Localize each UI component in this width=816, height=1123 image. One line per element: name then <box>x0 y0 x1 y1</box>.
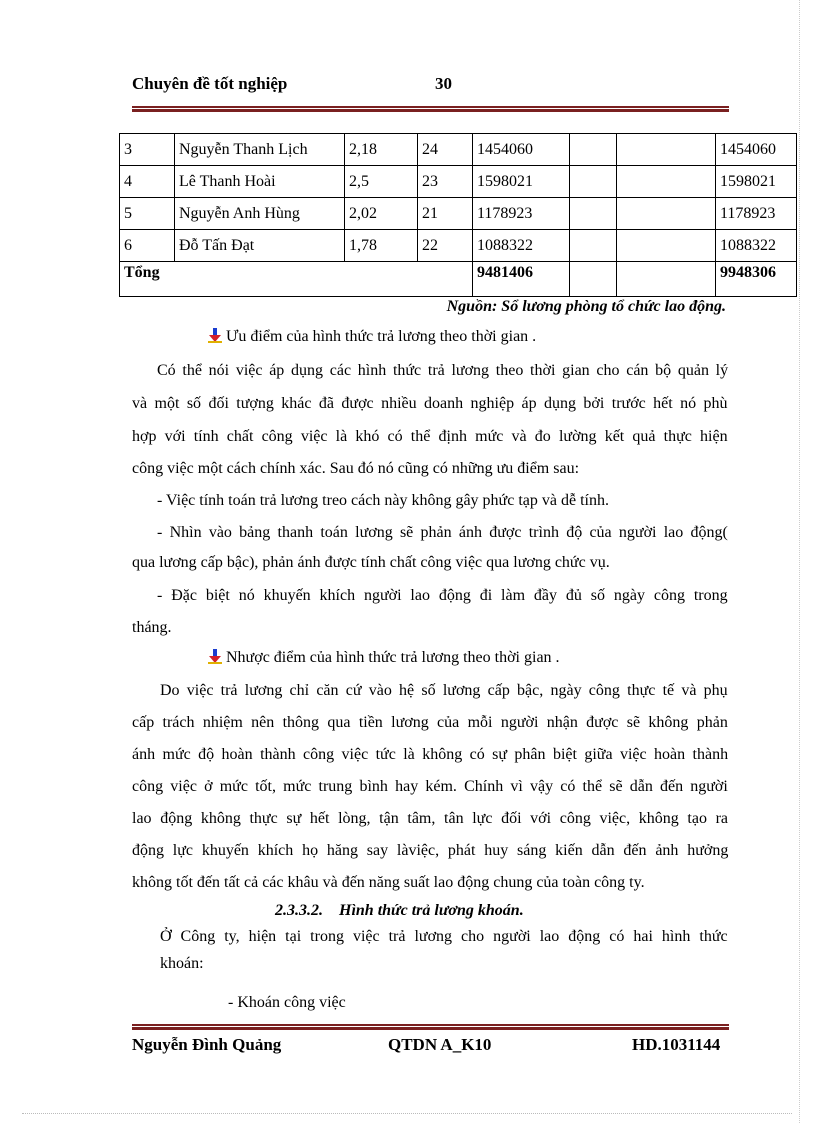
table-cell: 1598021 <box>716 166 797 198</box>
bullet-disadvantages <box>208 649 560 667</box>
page-header-title: Chuyên đề tốt nghiệp <box>132 74 288 93</box>
table-cell: 24 <box>418 134 473 166</box>
page-bottom-border <box>22 1113 792 1114</box>
bullet-advantages <box>208 328 536 346</box>
table-cell <box>617 262 716 297</box>
table-cell: Lê Thanh Hoài <box>175 166 345 198</box>
table-total-row <box>120 262 797 297</box>
table-cell: 21 <box>418 198 473 230</box>
table-cell <box>570 166 617 198</box>
salary-table <box>119 133 797 297</box>
table-cell: Đỗ Tấn Đạt <box>175 230 345 262</box>
table-cell: 5 <box>120 198 175 230</box>
table-cell: 1454060 <box>716 134 797 166</box>
para2-line-1: Do việc trả lương chỉ căn cứ vào hệ số lương cấp bậc, ngày công thực tế và phụ <box>160 682 728 699</box>
table-cell: 6 <box>120 230 175 262</box>
header-rule <box>132 106 729 112</box>
table-cell: 3 <box>120 134 175 166</box>
para2-line-3: ánh mức độ hoàn thành công việc tức là không có sự phân biệt giữa việc hoàn thành <box>132 746 729 763</box>
table-cell: 1088322 <box>473 230 570 262</box>
bullet-advantages-text: Ưu điểm của hình thức trả lương theo thời gian . <box>226 328 537 345</box>
para1-line-3: hợp với tính chất công việc là khó có thể định mức và đo lường kết quả thực hiện <box>132 428 728 445</box>
page-right-border <box>799 0 800 1123</box>
para1-line-1: Có thể nói việc áp dụng các hình thức trả lương theo thời gian cho cán bộ quản lý <box>157 362 729 379</box>
section-heading: 2.3.3.2. Hình thức trả lương khoán. <box>275 902 524 919</box>
table-cell: 2,02 <box>345 198 418 230</box>
table-cell <box>570 198 617 230</box>
table-cell: Nguyễn Thanh Lịch <box>175 134 345 166</box>
dash-item-3-line-1: - Đặc biệt nó khuyến khích người lao động đi làm đầy đủ số ngày công trong <box>157 587 728 604</box>
table-cell <box>570 262 617 297</box>
total-col5: 9481406 <box>473 262 570 297</box>
table-cell: 1598021 <box>473 166 570 198</box>
table-source-note: Nguồn: Sổ lương phòng tổ chức lao động. <box>446 298 726 315</box>
table-cell: 1178923 <box>473 198 570 230</box>
arrow-bullet-icon <box>208 649 222 664</box>
total-label: Tổng <box>120 262 473 297</box>
page-number: 30 <box>435 74 452 93</box>
table-row <box>120 134 797 166</box>
para3-line-1: Ở Công ty, hiện tại trong việc trả lương cho người lao động có hai hình thức <box>160 928 728 945</box>
para2-line-4: công việc ở mức tốt, mức trung bình hay kém. Chính vì vậy có thể sẽ dẫn đến người <box>132 778 728 795</box>
table-cell <box>570 134 617 166</box>
footer-id: HD.1031144 <box>632 1035 721 1054</box>
table-cell <box>570 230 617 262</box>
para3-line-2: khoán: <box>160 955 204 972</box>
table-row <box>120 198 797 230</box>
footer-class: QTDN A_K10 <box>388 1035 492 1054</box>
table-cell: 1454060 <box>473 134 570 166</box>
list-item-khoan-cong-viec: - Khoán công việc <box>228 994 346 1011</box>
table-cell: 23 <box>418 166 473 198</box>
total-col8: 9948306 <box>716 262 797 297</box>
table-row <box>120 166 797 198</box>
table-cell: 1178923 <box>716 198 797 230</box>
para2-line-5: lao động không thực sự hết lòng, tận tâm, tân lực đối với công việc, không tạo ra <box>132 810 729 827</box>
bullet-disadvantages-text: Nhược điểm của hình thức trả lương theo thời gian . <box>226 649 560 666</box>
table-cell: 1088322 <box>716 230 797 262</box>
para2-line-7: không tốt đến tất cả các khâu và đến năng suất lao động chung của toàn công ty. <box>132 874 645 891</box>
table-cell <box>617 230 716 262</box>
footer-rule <box>132 1024 729 1030</box>
para2-line-6: động lực khuyến khích họ hăng say làviệc, phát huy sáng kiến dẫn đến ảnh hưởng <box>132 842 729 859</box>
dash-item-3-line-2: tháng. <box>132 619 172 636</box>
table-cell: 4 <box>120 166 175 198</box>
table-cell <box>617 198 716 230</box>
para2-line-2: cấp trách nhiệm nên thông qua tiền lương của mỗi người nhận được sẽ không phản <box>132 714 728 731</box>
footer-author: Nguyễn Đình Quảng <box>132 1035 282 1054</box>
table-row <box>120 230 797 262</box>
dash-item-1: - Việc tính toán trả lương treo cách này không gây phức tạp và dễ tính. <box>157 492 609 509</box>
table-cell: 2,5 <box>345 166 418 198</box>
table-cell: 22 <box>418 230 473 262</box>
table-cell: 2,18 <box>345 134 418 166</box>
dash-item-2-line-1: - Nhìn vào bảng thanh toán lương sẽ phản ánh được trình độ của người lao động( <box>157 524 728 541</box>
table-cell <box>617 134 716 166</box>
table-cell <box>617 166 716 198</box>
para1-line-4: công việc một cách chính xác. Sau đó nó cũng có những ưu điểm sau: <box>132 460 580 477</box>
table-cell: 1,78 <box>345 230 418 262</box>
dash-item-2-line-2: qua lương cấp bậc), phản ánh được tính chất công việc qua lương chức vụ. <box>132 554 610 571</box>
table-cell: Nguyễn Anh Hùng <box>175 198 345 230</box>
arrow-bullet-icon <box>208 328 222 343</box>
para1-line-2: và một số đối tượng khác đã được nhiều doanh nghiệp áp dụng bởi trước hết nó phù <box>132 395 728 412</box>
